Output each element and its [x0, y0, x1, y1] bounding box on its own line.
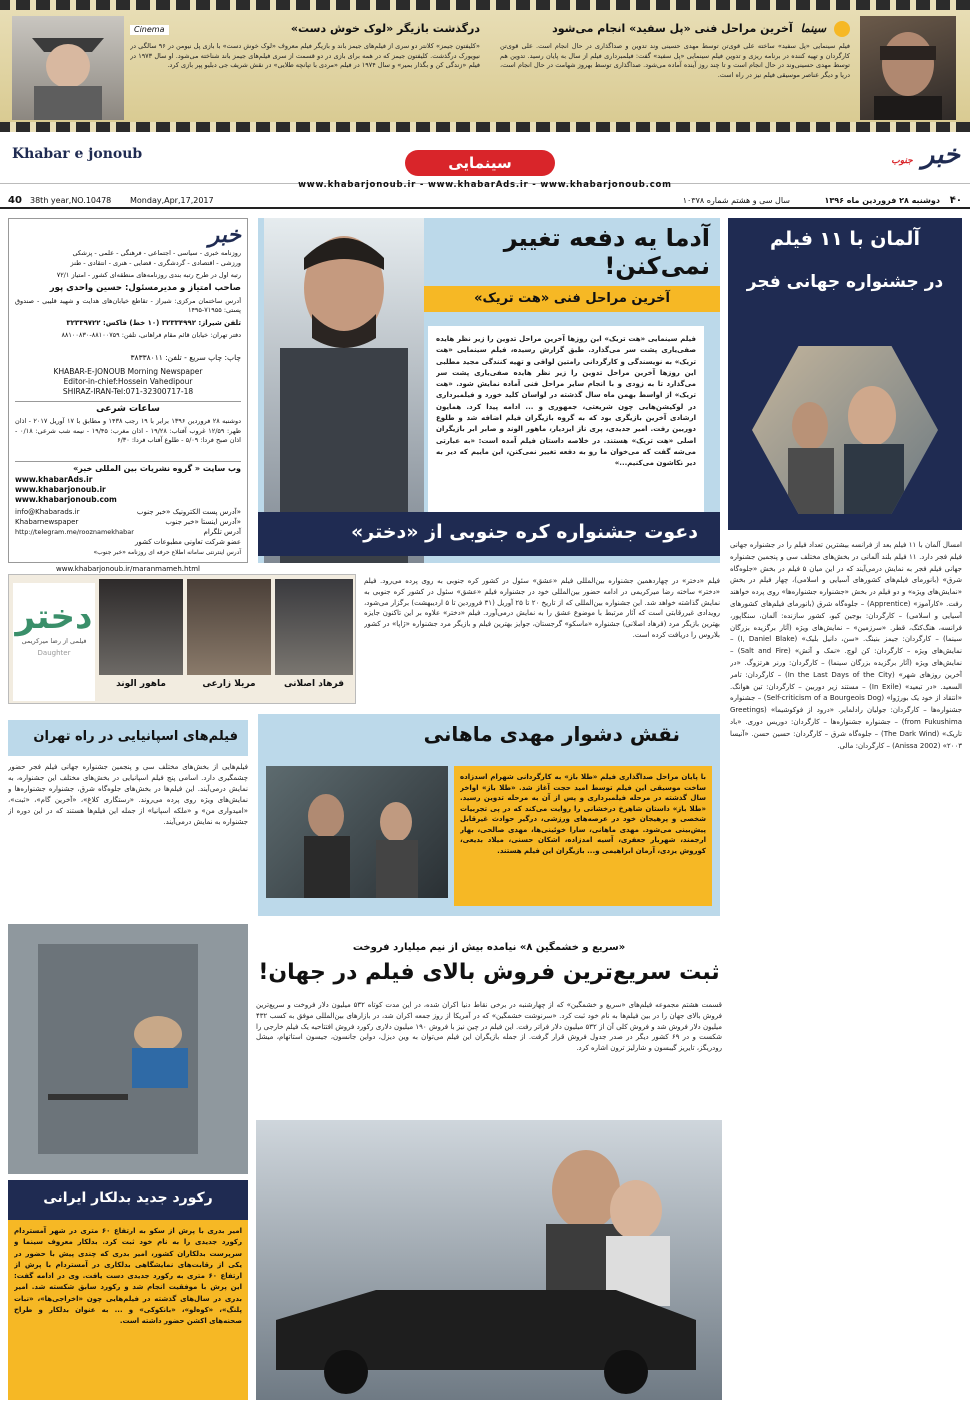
imprint-box	[8, 218, 248, 563]
poster-en: Daughter	[37, 649, 71, 657]
right-strip-title-row	[500, 18, 850, 40]
imprint-contacts	[15, 507, 241, 547]
left-strip-title: درگذشت بازیگر «لوک خوش دست»	[290, 22, 480, 35]
hattrick-body: فیلم سینمایی «هت تریک» این روزها آخرین مراحل تدوین را زیر نظر هایده صفی‌یاری پشت سر می‌گذارد. طبق گزارش رسیده، فیلم سینمایی «هت تریک» به نویسندگی و کارگردانی رامتین لوافی و تهیه کنندگی مجید مطلبی این روزها آخرین مراحل تدوین را زیر نظر هایده صفی‌یاری پشت سر می‌گذارد تا به زودی و با انجام سایر مراحل فنی آماده نمایش شود. «هت تریک» از اواسط بهمن ماه سال گذشته در لواسان کلید خورد و فیلمبرداری در لوکیشن‌هایی چون شریعتی، جمهوری و ... ادامه پیدا کرد. همایون ارشادی آخرین بازیگری بود که به گروه بازیگران فیلم اضافه شد و طلوع دوربین رفت. امیر جدیدی، پری ناز ایزدیار، ماهور الوند و صابر ابر بازیگران اصلی «هت تریک» هستند. در خلاصه داستان فیلم آمده است: «به عبارتی می‌شه گفت که می‌خوان ما رو به دفعه تغییر نمی‌کنن، این ماییم که دیر به دیر نکاشون می‌کنیم...»	[436, 335, 696, 468]
right-strip-title: آخرین مراحل فنی «پل سفید» انجام می‌شود	[552, 22, 793, 35]
dokhtar-poster	[13, 583, 95, 701]
imprint-member: عضو شرکت تعاونی مطبوعات کشور	[134, 538, 241, 546]
fast8-kicker: «سریع و خشمگین ۸» نیامده بیش از نیم میلیارد فروخت	[352, 942, 626, 953]
mahani-body: با پایان مراحل صداگذاری فیلم «طلا باز» به کارگردانی شهرام اسدزاده ساخت موسیقی این فیلم توسط امید حجت آغاز شد. «طلا باز» اواخر سال گذشته در مرحله فیلمبرداری و پس از آن به مرحله تدوین رسید. «طلا باز» داستان شاهرخ درخشانی را روایت می‌کند که در پی تجربیات شخصی و پرهیجان خود در عرصه‌های ورزشی، درگیر حوادث غیرقابل پیش‌بینی می‌شود. مهدی ماهانی، سارا خوئینی‌ها، مهدی صالحی، بهار ارجمند، شهریار جعفری، آسیه امدزاده، اشکان حسنی، میلاد بدیعی، کوروش یزدی، آرمان ابراهیمی و... بازیگران این فیلم هستند.	[460, 773, 706, 855]
masthead-websites: www.khabarjonoub.ir - www.khabarAds.ir - www.khabarjonoub.com	[298, 180, 672, 190]
mahani-yellow-box	[454, 766, 712, 906]
imprint-email-label: آدرس پست الکترونیک «خبر جنوب»	[136, 508, 241, 516]
fast8-photo-scene	[256, 1120, 722, 1400]
page-number-fa: ۴۰	[949, 195, 962, 206]
fast8-body: قسمت هشتم مجموعه فیلم‌های «سریع و خشمگین» که از چهارشنبه در برخی نقاط دنیا اکران شده، در این مدت کوتاه ۵۳۲ میلیون دلار فروخت و سریع‌ترین فروش بالای جهان را در بین فیلم‌ها به نام خود ثبت کرد. «سرنوشت خشمگین» که در آمریکا از روز جمعه اکران شد، در بازارهای بین‌المللی موفق به کسب ۴۳۲ میلیون دلار فروش شد و فروش کلی آن از ۵۳۲ میلیون دلار فراتر رفت. این فیلم در چین نیز با فروش ۱۹۰ میلیون دلاری رکورد فروش افتتاحیه یک فیلم خارجی را شکست و در ۶۹ کشور دیگر در صدر جدول فروش قرار گرفت. از جمله بازیگران این فیلم می‌توان به وین دیزل، دواین جانسون، جیسون استاتهام، میشل رودریگز، تایریز گیبسون و شارلیز ترون اشاره کرد.	[256, 1001, 722, 1053]
record-title: رکورد جدید بدلکار ایرانی	[43, 1190, 213, 1206]
poster-director: فیلمی از رضا میرکریمی	[21, 637, 87, 645]
right-strip-body: فیلم سینمایی «پل سفید» ساخته علی قوی‌تن توسط مهدی حسینی وند تدوین و صداگذاری در حال انجام است. علی قوی‌تن کارگردان و تهیه کننده در برنامه ریزی و تدوین فیلم سینمایی «پل سفید» گفت: فیلمبرداری فیلم از سال به پایان رسید. تدوین هم توسط مهدی حسینی‌وند در حال انجام است و تا چند روز آینده آماده می‌شود. صداگذاری توسط بهروز شهامت در حال انجام است، دریا و دیگر عناصر موسیقی فیلم نیز در راه است.	[500, 42, 850, 79]
imprint-logo: خبر	[208, 223, 241, 248]
section-pill: سینمایی	[405, 150, 555, 176]
imprint-site-label: آدرس اینترنتی سامانه اطلاع حرفه ای روزنامه «خبر جنوب»	[93, 549, 241, 556]
germany-title-box	[728, 218, 962, 318]
page-number-en: 40	[8, 195, 22, 206]
director-silhouette	[860, 16, 956, 120]
imprint-address: آدرس ساختمان مرکزی: شیراز - تقاطع خیابان‌های هدایت و شهید قلیبی - صندوق پستی: ۷۱۹۵۵-۱۴۹۵	[15, 297, 241, 314]
logo-fa-text: خبر	[921, 140, 960, 170]
imprint-en2: Editor-in-chief:Hossein Vahedipour	[63, 377, 193, 386]
left-strip-body: «کلیفتون جیمز» کلانتر دو سری از فیلم‌های جیمز باند و بازیگر فیلم معروف «لوک خوش دست» با بازی پل نیومن در ۹۶ سالگی در نیویورک درگذشت. کلیفتون جیمز که در همه برای بازی در دو قسمت از سری فیلم‌های جیمز باند شناخته می‌شود. او سال ۱۹۷۳ در فیلم «زندگی کن و بگذار بمیر» و سال ۱۹۷۴ در فیلم «مردی با تپانچه طلایی» در نقش شریف جی دبلیو پپر بازی کرد.	[130, 42, 480, 69]
cast-photo-3	[99, 579, 183, 675]
mahani-body-box	[258, 756, 720, 916]
left-strip-title-row	[130, 18, 480, 40]
dokhtar-title-bar	[258, 512, 720, 556]
issue-fa: سال سی و هشتم شماره ۱۰۳۷۸	[682, 196, 790, 205]
stunt-photo-scene	[8, 924, 248, 1174]
imprint-print: چاپ: چاپ سریع - تلفن: ۳۸۳۳۸۰۱۱	[130, 353, 241, 362]
record-body-box	[8, 1220, 248, 1400]
left-strip-badge: Cinema	[130, 25, 169, 35]
imprint-phone: تلفن شیراز: ۳۲۳۳۴۹۹۲ (۱۰ خط) فاکس: ۳۲۳۳۹۷۲۲	[66, 319, 241, 327]
imprint-en3: SHIRAZ-IRAN-Tel:071-32300717-18	[62, 387, 194, 396]
stunt-photo	[8, 924, 248, 1174]
fast8-photo	[256, 1120, 722, 1400]
record-body: امیر بدری با پرش از سکو به ارتفاع ۶۰ متری در شهر آمستردام رکورد جدیدی را به نام خود ثبت کرد. بدلکار معروف سینما و سرپرست بدلکاران کشور، امیر بدری که چندی پیش با حضور در یکی از رقابت‌های نمایشگاهی بدلکاری در آمستردام با پرش از ارتفاع ۶۰ متری به رکورد جدیدی دست یافت. وی در ادامه گفت: این پرش با موفقیت انجام شد و رکورد سابق شکسته شد. امیر بدری در سال‌های گذشته در فیلم‌هایی چون «اخراجی‌ها»، «نبات پلنگ»، «کوه‌لو»، «بانکوکی» و ... به عنوان بدلکار و طراح صحنه‌های اکشن حضور داشته است.	[14, 1227, 242, 1326]
imprint-email[interactable]: info@Khabarads.ir	[15, 508, 80, 516]
imprint-en1: KHABAR-E-JONOUB Morning Newspaper	[53, 367, 203, 376]
germany-photo-figures	[752, 346, 938, 514]
date-en: Monday,Apr,17,2017	[130, 196, 214, 205]
germany-body: امسال آلمان با ۱۱ فیلم بعد از فرانسه بیشترین تعداد فیلم را در جشنواره جهانی فیلم فجر دارد. ۱۱ فیلم بلند آلمانی در بخش‌های مختلف سی و پنجمین جشنواره جهانی فیلم فجر به نمایش درمی‌آیند که در این میان ۵ فیلم در بخش «جلوه‌گاه شرق» (بانورمای فیلم‌های کشورهای آسیایی و اسلامی)، چهار فیلم در بخش «نمایش‌های ویژه» و دو فیلم در بخش «جشنواره جشنواره‌ها» روی پرده خواهند رفت. «کارآموز» (Apprentice) – جلوه‌گاه شرق (بانورمای فیلم‌های کشورهای آسیایی و اسلامی) – کارگردان: بوجین کیو، کشور سازنده: آلمان، سنگاپور، فرانسه، هنگ‌کنگ، قطر. «سرزمین» – نمایش‌های ویژه (آثار برگزیده بزرگان سینما) – کارگردان: جیمز بنینگ. «سن، دانیل بلیک» (I, Daniel Blake) – نمایش‌های ویژه – کارگردان: کن لوچ. «نمک و آتش» (Salt and Fire) – نمایش‌های ویژه (آثار برگزیده بزرگان سینما) – کارگردان: ورنر هرتزوگ. «در آخرین روزهای شهر» (In the Last Days of the City) – کارگردان: تامر السعید. «در تبعید» (In Exile) – مستند زیر دوربین – کارگردان: تین هوانگ. «انتقاد از خود یک بورژوا» (Self-criticism of a Bourgeois Dog) – جشنواره جشنواره‌ها – کارگردان: جولیان رادلمایر. «درود از فوکوشیما» (Greetings from Fukushima) – جشنواره جشنواره‌ها – کارگردان: دوریس دوری. «باد تاریک» (The Dark Wind) – جلوه‌گاه شرق – کارگردان: حسین حسن. «آنیسا ۲۰۰۳» (Anissa 2002) – کارگردان: مالی.	[730, 541, 962, 750]
poster-title: دختر	[15, 597, 93, 637]
mahani-photo	[266, 766, 448, 898]
imprint-web1[interactable]: www.khabarAds.ir	[15, 475, 93, 484]
date-fa: دوشنبه ۲۸ فروردین ماه ۱۳۹۶	[824, 196, 940, 205]
imprint-site[interactable]: www.khabarjonoub.ir/maranmameh.html	[56, 565, 200, 573]
imprint-web-title: وب سایت « گروه نشریات بین المللی خبر»	[15, 461, 241, 473]
right-strip-badge: سینما	[800, 22, 827, 35]
record-title-bar	[8, 1180, 248, 1220]
hattrick-subtitle-bar	[424, 286, 720, 312]
cast-photo-2	[187, 579, 271, 675]
imprint-telegram-label: آدرس تلگرام	[203, 528, 241, 536]
play-icon	[834, 21, 850, 37]
actor-photo	[12, 16, 124, 120]
mahani-title: نقش دشوار مهدی ماهانی	[423, 722, 680, 746]
dokhtar-body: فیلم «دختر» در چهاردهمین جشنواره بین‌المللی فیلم «عشق» سئول در کشور کره جنوبی به روی پرده می‌رود. فیلم «دختر» ساخته رضا میرکریمی در ادامه حضور بین‌المللی خود در جشنواره فیلم «عشق» سئول در کشور کره جنوبی به نمایش گذاشته خواهد شد. این جشنواره بین‌المللی که از تاریخ ۲۰ تا ۲۵ آوریل (۳۱ فروردین تا ۵ اردیبهشت) برگزار می‌شود، رویدادی غیررقابتی است که آثار مرتبط با موضوع عشق را به نمایش درمی‌آورد. فیلم «دختر» علاوه بر این تاکنون جایزه بهترین بازیگر مرد (فرهاد اصلانی) جشنواره «ماسکو» گرجستان، جوایز بهترین فیلم و بازیگر مرد جشنواره «ژاپا» در کشور بلاروس را دریافت کرده است.	[364, 577, 720, 639]
imprint-line1: روزنامه خبری - سیاسی - اجتماعی - فرهنگی - علمی - پزشکی	[72, 249, 241, 257]
imprint-insta[interactable]: Khabarnewspaper	[15, 518, 79, 526]
masthead-logo-en: Khabar e jonoub	[12, 146, 143, 162]
imprint-sharia: دوشنبه ۲۸ فروردین ۱۳۹۶ برابر با ۱۹ رجب ۱۴۳۸ و مطابق با ۱۷ آوریل ۲۰۱۷ - اذان ظهر: ۱۲/۵۹ غروب آفتاب: ۱۹/۲۸ - اذان مغرب: ۱۹/۴۵ - نیمه شب شرعی: ۰/۱۸ - اذان صبح فردا: ۵/۰۹ - طلوع آفتاب فردا: ۶/۳۰	[15, 417, 241, 444]
film-edge-bottom	[0, 122, 970, 132]
cast-name-3: ماهور الوند	[116, 679, 166, 689]
imprint-owner: صاحب امتیاز و مدیرمسئول: حسین واحدی پور	[49, 283, 241, 293]
cast-name-1: فرهاد اصلانی	[284, 679, 344, 689]
imprint-web-list	[15, 475, 241, 505]
mahani-title-bar	[258, 714, 720, 756]
imprint-web2[interactable]: www.khabarjonoub.ir	[15, 485, 106, 494]
masthead-logo-fa	[891, 140, 960, 170]
germany-photo	[752, 346, 938, 514]
germany-title-line1: آلمان با ۱۱ فیلم	[770, 228, 920, 250]
actor-silhouette	[12, 16, 124, 120]
dokhtar-title: دعوت جشنواره کره جنوبی از «دختر»	[351, 521, 698, 543]
imprint-telegram[interactable]: http://telegram.me/rooznamekhabar	[15, 528, 134, 536]
logo-sub-text: جنوب	[891, 156, 913, 166]
cast-photo-1	[275, 579, 353, 675]
imprint-sharia-title: ساعات شرعی	[15, 401, 241, 414]
hattrick-title: آدما یه دفعه تغییر نمی‌کنن!	[503, 224, 710, 280]
spanish-body: فیلم‌هایی از بخش‌های مختلف سی و پنجمین جشنواره جهانی فیلم فجر حضور چشمگیری دارد. اسامی پنج فیلم اسپانیایی در بخش‌های مختلف این جشنواره، به نمایش درمی‌آیند. این فیلم‌ها در بخش‌های جلوه‌گاه شرق، جشنواره جشنواره‌ها و نمایش‌های ویژه روی پرده می‌روند. «رستگاری کلاغ»، «آخرین گام»، «ثبت»، «امیدواری من» و «ملکه اسپانیا» از جمله این فیلم‌ها هستند که در این دوره از جشنواره به نمایش درمی‌آیند.	[8, 763, 248, 826]
issue-en: 38th year,NO.10478	[30, 196, 112, 205]
imprint-tehran: دفتر تهران: خیابان قائم مقام فراهانی، تلفن: ۸۸۱۰۰۷۵۹-۸۸۱۰۰۸۳۰	[61, 331, 241, 339]
dokhtar-poster-strip	[8, 574, 356, 704]
mahani-photo-figures	[266, 766, 448, 898]
director-photo	[860, 16, 956, 120]
imprint-en-block	[15, 367, 241, 397]
hattrick-subtitle: آخرین مراحل فنی «هت تریک»	[474, 291, 670, 306]
germany-photo-frame	[728, 318, 962, 530]
imprint-web3[interactable]: www.khabarjonoub.com	[15, 495, 117, 504]
imprint-line3: رتبه اول در طرح رتبه بندی روزنامه‌های منطقه‌ای کشور - امتیاز ۷۲/۱	[56, 271, 241, 279]
top-strip	[0, 0, 970, 132]
cast-name-2: مریلا زارعی	[202, 679, 256, 689]
germany-title-line2: در جشنواره جهانی فجر	[746, 272, 944, 292]
imprint-insta-label: آدرس اینستا «خبر جنوب»	[165, 518, 241, 526]
date-row	[0, 193, 970, 209]
spanish-title-bar	[8, 720, 248, 756]
fast8-title: ثبت سریع‌ترین فروش بالای فیلم در جهان!	[258, 960, 720, 985]
film-edge-top	[0, 0, 970, 10]
spanish-title: فیلم‌های اسپانیایی در راه تهران	[33, 729, 238, 744]
imprint-line2: ورزشی - اقتصادی - گردشگری - قضایی - هنری - انتقادی - طنز	[70, 259, 241, 267]
